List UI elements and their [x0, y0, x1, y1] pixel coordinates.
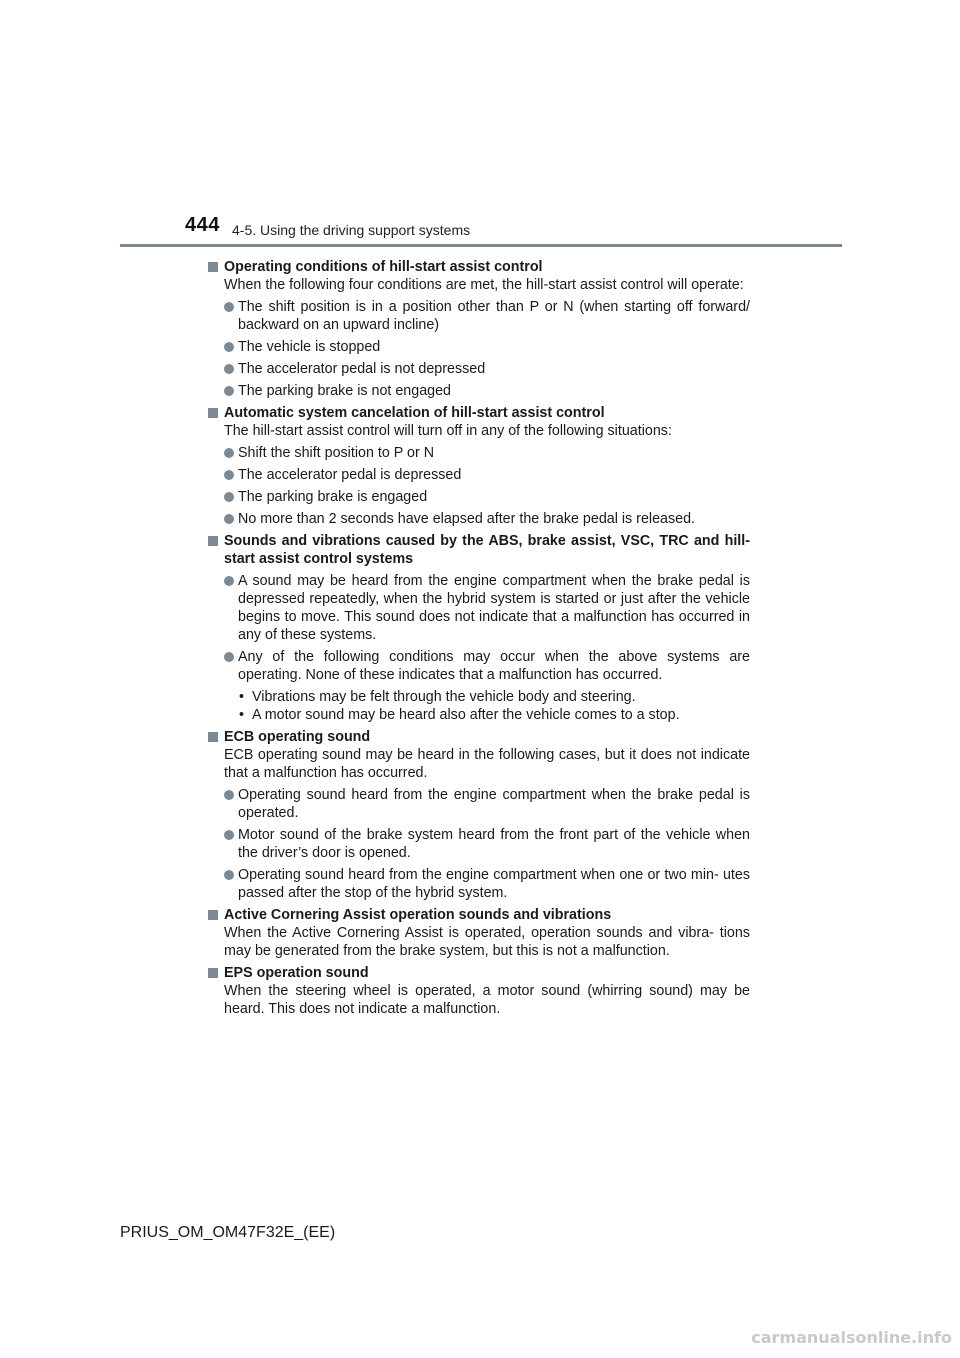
- list-item: The accelerator pedal is depressed: [208, 466, 750, 484]
- body-paragraph: The hill-start assist control will turn off in any of the following situations:: [224, 423, 672, 439]
- page-number: 444: [185, 214, 220, 236]
- list-item: No more than 2 seconds have elapsed after the brake pedal is released.: [208, 510, 750, 528]
- page-header: [185, 214, 845, 244]
- body-paragraph: When the following four conditions are met, the hill-start assist control will operate:: [224, 277, 744, 293]
- circle-bullet-icon: [224, 386, 234, 396]
- document-code: PRIUS_OM_OM47F32E_(EE): [120, 1224, 336, 1241]
- section-heading: [208, 532, 750, 568]
- section-heading: [208, 728, 750, 746]
- heading-text: ECB operating sound: [224, 729, 371, 745]
- square-bullet-icon: [208, 536, 218, 546]
- heading-text: EPS operation sound: [224, 965, 369, 981]
- square-bullet-icon: [208, 910, 218, 920]
- circle-bullet-icon: [224, 790, 234, 800]
- watermark: carmanualsonline.info: [751, 1328, 952, 1347]
- list-item: Operating sound heard from the engine compartment when the brake pedal is operated.: [208, 786, 750, 822]
- body-paragraph: When the Active Cornering Assist is operated, operation sounds and vibra- tions may be generated from the brake system, but this is not a malfunction.: [224, 925, 750, 959]
- circle-bullet-icon: [224, 870, 234, 880]
- list-item: The vehicle is stopped: [208, 338, 750, 356]
- heading-text: Sounds and vibrations caused by the ABS, brake assist, VSC, TRC and hill-start assist control systems: [224, 533, 750, 567]
- circle-bullet-icon: [224, 830, 234, 840]
- section-heading: [208, 404, 750, 422]
- list-item: The accelerator pedal is not depressed: [208, 360, 750, 378]
- circle-bullet-icon: [224, 652, 234, 662]
- circle-bullet-icon: [224, 492, 234, 502]
- body-paragraph: When the steering wheel is operated, a motor sound (whirring sound) may be heard. This does not indicate a malfunction.: [224, 983, 750, 1017]
- list-item: Motor sound of the brake system heard from the front part of the vehicle when the driver’s door is opened.: [208, 826, 750, 862]
- list-item: Operating sound heard from the engine compartment when one or two min- utes passed after the stop of the hybrid system.: [208, 866, 750, 902]
- list-item: Shift the shift position to P or N: [208, 444, 750, 462]
- body-paragraph: ECB operating sound may be heard in the following cases, but it does not indicate that a malfunction has occurred.: [224, 747, 750, 781]
- header-divider: [120, 244, 842, 247]
- list-item: Any of the following conditions may occur when the above systems are operating. None of these indicates that a malfunction has occurred.: [208, 648, 750, 684]
- heading-text: Automatic system cancelation of hill-start assist control: [224, 405, 605, 421]
- circle-bullet-icon: [224, 576, 234, 586]
- circle-bullet-icon: [224, 342, 234, 352]
- circle-bullet-icon: [224, 448, 234, 458]
- square-bullet-icon: [208, 408, 218, 418]
- square-bullet-icon: [208, 262, 218, 272]
- page-content: [208, 254, 750, 1018]
- section-heading: [208, 906, 750, 924]
- small-bullet-icon: •: [239, 689, 245, 705]
- sub-list-item: • Vibrations may be felt through the vehicle body and steering.: [239, 689, 636, 705]
- list-item: The parking brake is not engaged: [208, 382, 750, 400]
- section-heading: [208, 258, 750, 276]
- list-item: The shift position is in a position other than P or N (when starting off forward/ backward on an upward incline): [208, 298, 750, 334]
- heading-text: Active Cornering Assist operation sounds and vibrations: [224, 907, 612, 923]
- circle-bullet-icon: [224, 364, 234, 374]
- list-item: A sound may be heard from the engine compartment when the brake pedal is depressed repeatedly, when the hybrid system is started or just after the vehicle begins to move. This sound does not indicate that a malfunction has occurred in any of these systems.: [208, 572, 750, 644]
- square-bullet-icon: [208, 968, 218, 978]
- list-item: The parking brake is engaged: [208, 488, 750, 506]
- circle-bullet-icon: [224, 470, 234, 480]
- heading-text: Operating conditions of hill-start assist control: [224, 259, 543, 275]
- circle-bullet-icon: [224, 302, 234, 312]
- circle-bullet-icon: [224, 514, 234, 524]
- small-bullet-icon: •: [239, 707, 245, 723]
- square-bullet-icon: [208, 732, 218, 742]
- sub-list-item: • A motor sound may be heard also after the vehicle comes to a stop.: [239, 707, 680, 723]
- section-heading: [208, 964, 750, 982]
- section-title: 4-5. Using the driving support systems: [232, 222, 471, 238]
